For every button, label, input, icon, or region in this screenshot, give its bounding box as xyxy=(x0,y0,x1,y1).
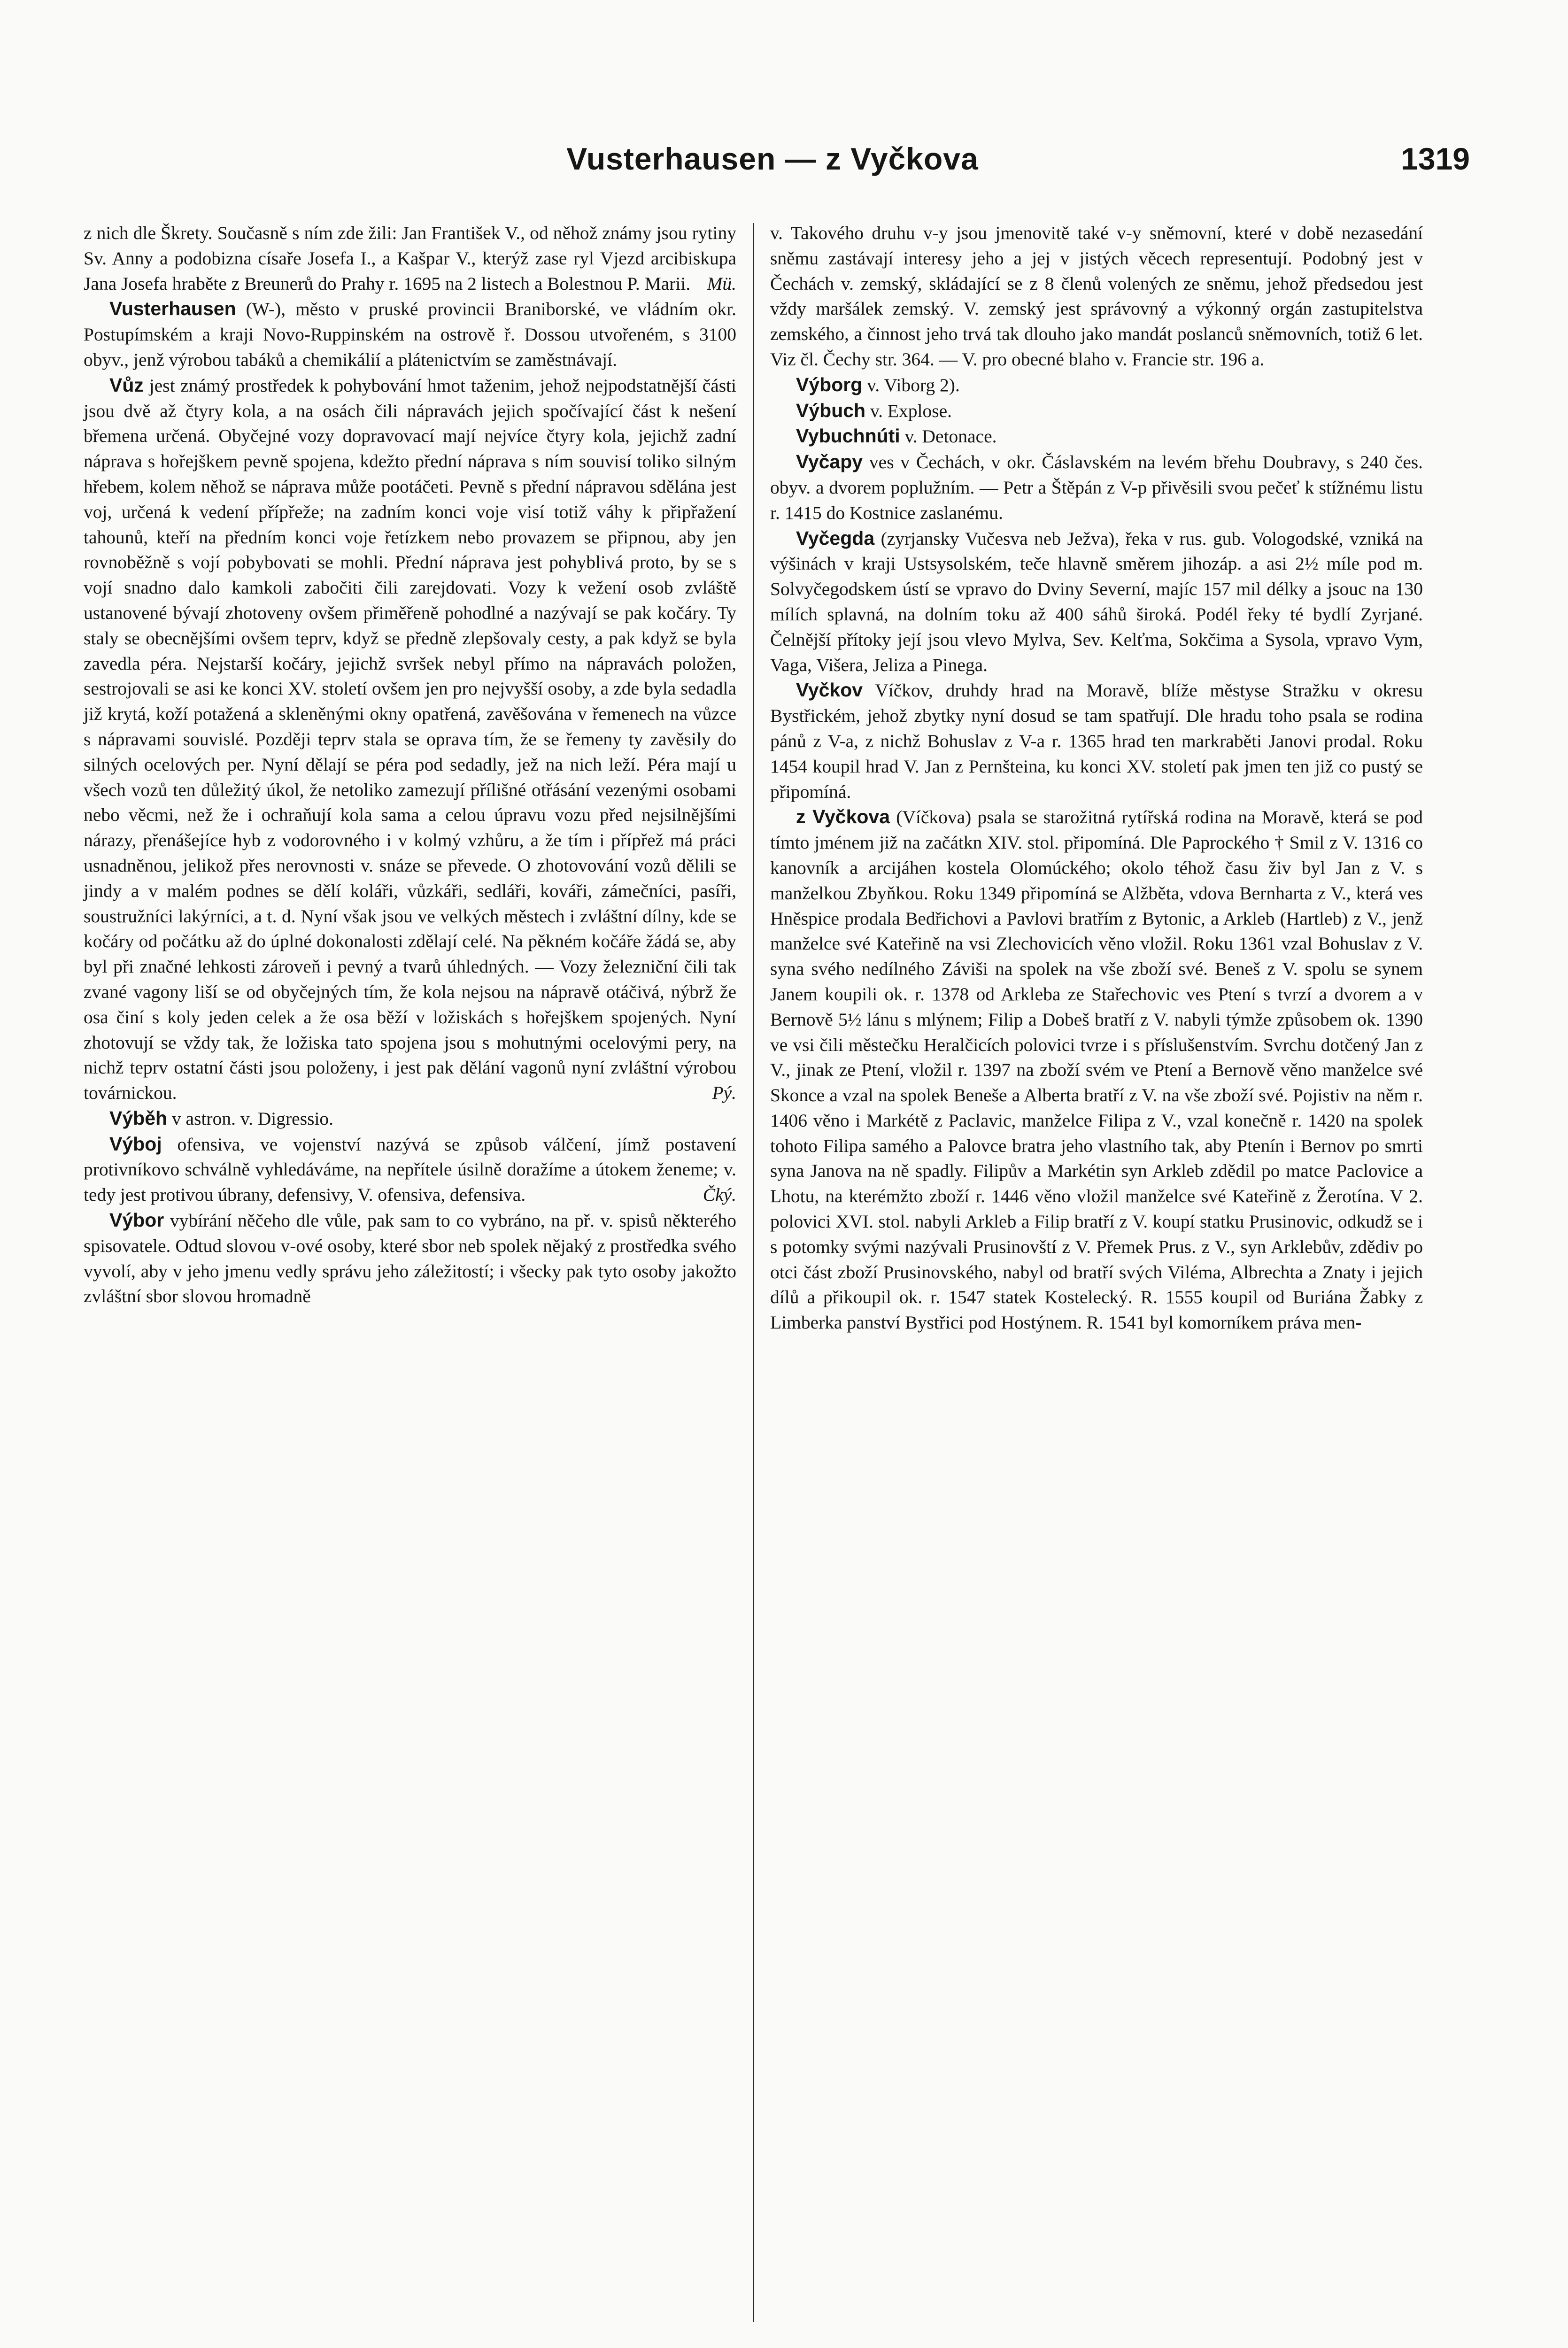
entry-text: (W-), město v pruské provincii Braniborské, ve vládním okr. Postupímském a kraji Novo-Ruppinském na ostrově ř. Dossou utvořeném, s 3100 obyv., jenž výrobou tabáků a chemikálií a plátenictvím se zaměstnávají. xyxy=(84,299,737,370)
entry-text: vybírání něčeho dle vůle, pak sam to co vybráno, na př. v. spisů některého spisovatele. Odtud slovou v-ové osoby, které sbor neb spolek nějaký z prostředka svého vyvolí, aby v jeho jmenu vedly správu jeho záležitostí; i všecky pak tyto osoby jakožto zvláštní sbor slovou hromadně xyxy=(84,1210,736,1307)
entry-author: Mü. xyxy=(707,273,736,294)
entry-vyborg xyxy=(770,372,1423,398)
entry-headword: Vyčkov xyxy=(796,679,863,701)
entry-vyboj xyxy=(84,1132,736,1208)
entry-continuation xyxy=(84,221,736,296)
entry-headword: Výběh xyxy=(109,1107,168,1129)
right-column xyxy=(770,221,1423,1336)
page-header xyxy=(75,141,1470,193)
entry-headword: Vusterhausen xyxy=(109,298,236,320)
entry-z-vyckova xyxy=(770,804,1423,1336)
entry-vybuchnuti xyxy=(770,424,1423,449)
entry-text: v. Viborg 2). xyxy=(867,374,960,395)
entry-text: Víčkov, druhdy hrad na Moravě, blíže městyse Stražku v okresu Bystřickém, jehož zbytky nyní dosud se tam spatřují. Dle hradu toho psala se rodina pánů z V-a, z nichž Bohuslav z V-a r. 1365 hrad ten markraběti Janovi prodal. Roku 1454 koupil hrad V. Jan z Pernšteina, ku konci XV. století pak jmen ten již co pustý se připomíná. xyxy=(770,680,1423,802)
entry-text: (zyrjansky Vučesva neb Ježva), řeka v rus. gub. Vologodské, vzniká na výšinách v kraji Ustsysolském, teče hlavně směrem jihozáp. a asi 2½ míle pod m. Solvyčegodskem ústí se vpravo do Dviny Severní, majíc 157 mil délky a jsouc na 130 mílích splavná, na dolním toku až 400 sáhů široká. Podél řeky té bydlí Zyrjané. Čelnější přítoky její jsou vlevo Mylva, Sev. Kelťma, Sokčima a Sysola, vpravo Vym, Vaga, Višera, Jeliza a Pinega. xyxy=(770,528,1423,675)
entry-text: z nich dle Škrety. Současně s ním zde žili: Jan František V., od něhož známy jsou rytiny Sv. Anny a podobizna císaře Josefa I., a Kašpar V., kterýž zase ryl Vjezd arcibiskupa Jana Josefa hraběte z Breunerů do Prahy r. 1695 na 2 listech a Bolestnou P. Marii. xyxy=(84,223,736,294)
entry-text: v astron. v. Digressio. xyxy=(171,1108,334,1129)
entry-text: ofensiva, ve vojenství nazývá se způsob válčení, jímž postavení protivníkovo schválně vyhledáváme, na nepřítele úsilně doražíme a útokem ženeme; v. tedy jest protivou úbrany, defensivy, V. ofensiva, defensiva. xyxy=(84,1134,736,1205)
entry-headword: Výboj xyxy=(109,1133,162,1155)
entry-vybuch xyxy=(770,398,1423,424)
entry-vyckov xyxy=(770,678,1423,804)
page-number: 1319 xyxy=(1401,141,1470,176)
entry-vuz xyxy=(84,373,736,1106)
entry-vycapy xyxy=(770,449,1423,525)
column-divider xyxy=(753,223,754,2322)
entry-vybeh xyxy=(84,1106,736,1132)
entry-headword: Výbor xyxy=(109,1209,164,1231)
entry-headword: Vyčapy xyxy=(796,451,863,473)
running-title: Vusterhausen — z Vyčkova xyxy=(566,141,979,176)
entry-headword: Vybuchnúti xyxy=(796,425,900,447)
entry-vybor xyxy=(84,1208,736,1309)
entry-text: (Víčkova) psala se starožitná rytířská rodina na Moravě, která se pod tímto jménem již na začátkn XIV. stol. připomíná. Dle Paprockého † Smil z V. 1316 co kanovník a arcijáhen kostela Olomúckého; okolo téhož času živ byl Jan z V. s manželkou Zbyňkou. Roku 1349 připomíná se Alžběta, vdova Bernharta z V., která ves Hněspice prodala Bedřichovi a Pavlovi bratřím z Bytonic, a Arkleb (Hartleb) z V., jenž manželce své Kateřině na vsi Zlechovicích věno vložil. Roku 1361 vzal Bohuslav z V. syna svého nedílného Záviši na spolek na vše zboží své. Beneš z V. spolu se synem Janem koupili ok. r. 1378 od Arkleba ze Stařechovic ves Ptení s tvrzí a dvorem a v Bernově 5½ lánu s mlýnem; Filip a Dobeš bratří z V. nabyli týmže způsobem ok. 1390 ve vsi čili městečku Heralčicích polovici tvrze i s příslušenstvím. Svrchu dotčený Jan z V., jinak ze Ptení, vložil r. 1397 na zboží svém ve Ptení a Bernově věno manželce své Skonce a vzal na spolek Beneše a Alberta bratří z V. na vše zboží své. Pojistiv na něm r. 1406 věno i Markétě z Paclavic, manželce Filipa z V., vzal konečně r. 1420 na spolek tohoto Filipa samého a Palovce bratra jeho vlastního tak, aby Ptenín i Bernov po smrti syna Janova na ně spadly. Filipův a Markétin syn Arkleb zdědil po matce Paclovice a Lhotu, na kterémžto zboží r. 1446 věno vložil manželce své Kateřině z Žerotína. V 2. polovici XVI. stol. nabyli Arkleb a Filip bratří z V. koupí statku Prusinovic, odkudž se i s potomky svými nazývali Prusinovští z V. Přemek Prus. z V., syn Arklebův, zdědiv po otci část zboží Prusinovského, nabyl od bratří svých Viléma, Albrechta a Znaty i jejich dílů a přikoupil ok. r. 1547 statek Kostelecký. R. 1555 koupil od Buriána Žabky z Limberka panství Bystřici pod Hostýnem. R. 1541 byl komorníkem práva men- xyxy=(770,807,1423,1333)
entry-vycegda xyxy=(770,526,1423,678)
entry-vusterhausen xyxy=(84,296,736,372)
entry-author: Čký. xyxy=(703,1184,736,1205)
entry-text: ves v Čechách, v okr. Čáslavském na levém břehu Doubravy, s 240 čes. obyv. a dvorem poplužním. — Petr a Štěpán z V-p přivěsili svou pečeť k stížnému listu r. 1415 do Kostnice zaslanému. xyxy=(770,452,1423,523)
left-column xyxy=(84,221,736,1309)
entry-text: v. Detonace. xyxy=(904,426,997,447)
entry-headword: Vyčegda xyxy=(796,527,875,549)
entry-headword: Výbuch xyxy=(796,399,866,421)
entry-author: Pý. xyxy=(712,1082,736,1104)
entry-text: jest známý prostředek k pohybování hmot taženim, jehož nejpodstatnější části jsou dvě až čtyry kola, a na osách čili nápravách jejich spočívající část k nešení břemena určená. Obyčejné vozy dopravovací mají nejvíce čtyry kola, jejichž zadní náprava s hořejškem pevně spojena, kdežto přední náprava s ním souvisí toliko silným hřebem, kolem něhož se náprava může pootáčeti. Pevně s přední nápravou sdělána jest voj, určená k vedení přípřeže; na zadním konci voje visí totiž váhy k připřažení tahounů, kteří na předním konci voje řetízkem nebo provazem se připnou, aby jen rovnoběžně s vojí pobybovati se mohli. Přední náprava jest pohyblivá proto, by se s vojí snadno dalo kamkoli zabočiti čili zarejdovati. Vozy k vežení osob zvláště ustanovené bývají zhotoveny ovšem přiměřeně pohodlné a nazývají se pak kočáry. Ty staly se obecnějšími ovšem teprv, když se předně zlepšovaly cesty, a pak když se byla zavedla péra. Nejstarší kočáry, jejichž svršek nebyl přímo na nápravách položen, sestrojovali se asi ke konci XV. století ovšem jen pro nejvyšší osoby, a zde byla sedadla již krytá, koží potažená a skleněnými okny opatřená, zavěšována v řemenech na vůzce s nápravami souvislé. Později teprv stala se oprava tím, že se řemeny ty zavěsily do silných ocelových per. Nyní dělají se péra pod sedadly, jež na nich leží. Péra mají u všech vozů ten důležitý úkol, že netoliko zamezují přílišné otřásání vezenými osobami nebo věcmi, než že i ochraňují kola sama a celou úpravu vozu před nejsilnějšími nárazy, přenášejíce hyb z vodorovného i v kolmý vzhůru, a že tím i přípřež má práci usnadněnou, jelikož přes nerovnosti v. snáze se převede. O zhotovování vozů dělili se jindy a v malém podnes se dělí koláři, vůzkáři, sedláři, kováři, zámečníci, pasíři, soustružníci lakýrníci, a t. d. Nyní však jsou ve velkých městech i zvláštní dílny, kde se kočáry od počátku až do úplné dokonalosti zdělají celé. Na pěkném kočáře žádá se, aby byl při značné lehkosti zároveň i pevný a tvarů úhledných. — Vozy železniční čili tak zvané vagony liší se od obyčejných tím, že kola nejsou na nápravě otáčivá, nýbrž že osa činí s koly jeden celek a že osa běží v ložiskách s hořejškem spojených. Nyní zhotovují se vždy tak, že ložiska tato spojena jsou s mohutnými ocelovými pery, na nichž teprv ostatní části jsou položeny, i jest pak dělání vagonů nyní zvláštní výrobou továrnickou. xyxy=(84,375,737,1104)
entry-text: v. Takového druhu v-y jsou jmenovitě také v-y sněmovní, které v době nezasedání sněmu zastávají interesy jeho a jej v jistých věcech representují. Podobný jest v Čechách v. zemský, skládající se z 8 členů volených ze sněmu, jehož předsedou jest vždy maršálek zemský. V. zemský jest správovný a výkonný orgán zastupitelstva zemského, a činnost jeho trvá tak dlouho jako mandát poslanců sněmovních, totiž 6 let. Viz čl. Čechy str. 364. — V. pro obecné blaho v. Francie str. 196 a. xyxy=(770,223,1423,370)
entry-text: v. Explose. xyxy=(870,400,952,421)
entry-headword: z Vyčkova xyxy=(796,806,890,828)
entry-headword: Vůz xyxy=(109,374,144,396)
entry-headword: Výborg xyxy=(796,373,863,395)
entry-continuation xyxy=(770,221,1423,372)
